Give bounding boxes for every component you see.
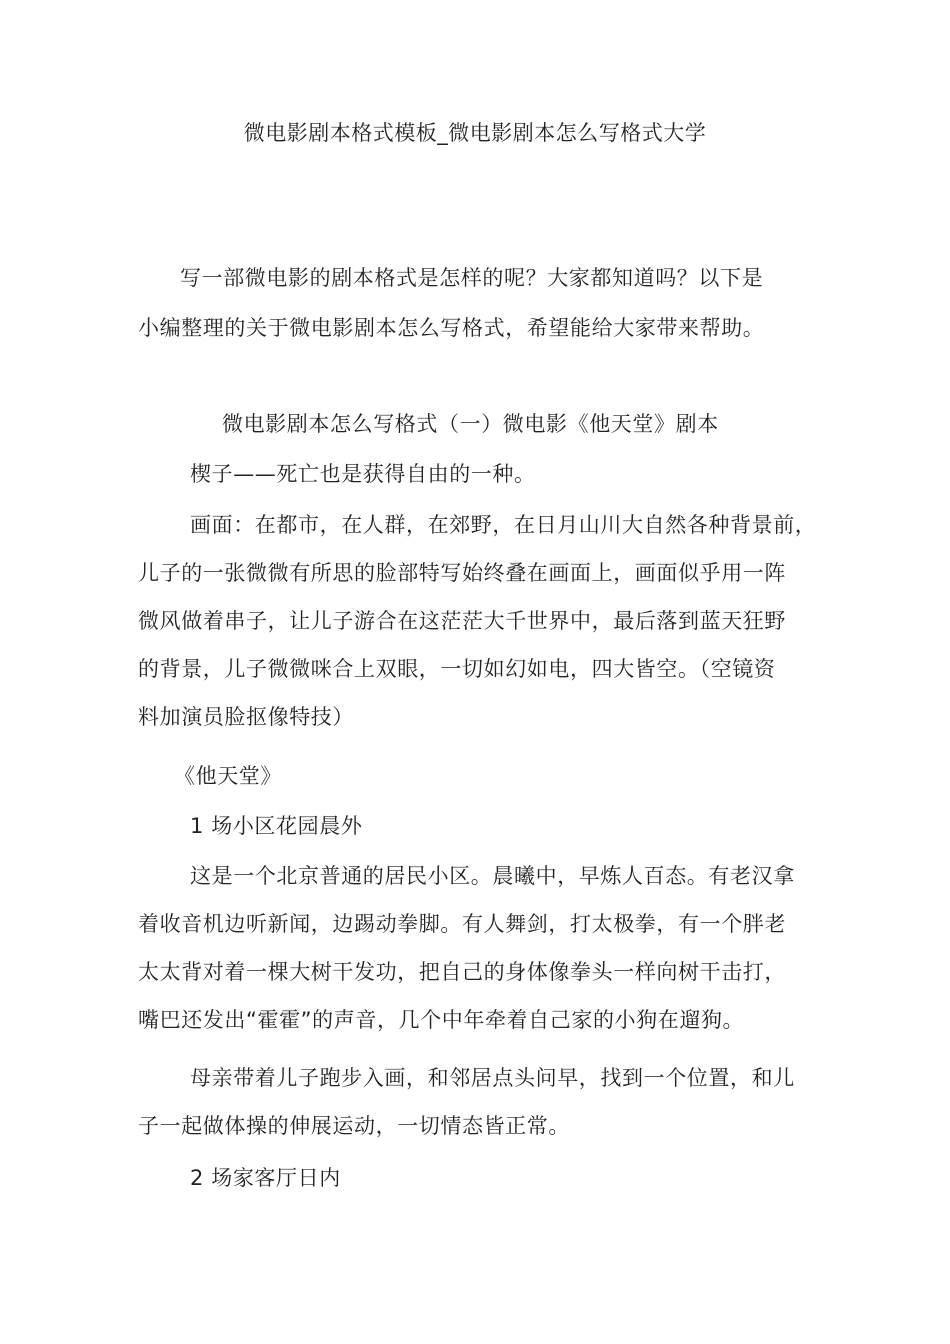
scene-description-line: 微风做着串子，让儿子游合在这茫茫大千世界中，最后落到蓝天狂野 xyxy=(138,609,786,633)
scene-description-line: 儿子的一张微微有所思的脸部特写始终叠在画面上，画面似乎用一阵 xyxy=(138,561,786,585)
scene1-paragraph-line: 嘴巴还发出“霍霍”的声音，几个中年牵着自己家的小狗在遛狗。 xyxy=(138,1008,745,1032)
scene1-paragraph-line: 着收音机边听新闻，边踢动拳脚。有人舞剑，打太极拳，有一个胖老 xyxy=(138,912,786,936)
intro-line-2: 小编整理的关于微电影剧本怎么写格式，希望能给大家带来帮助。 xyxy=(138,316,765,340)
scene1-paragraph-line: 这是一个北京普通的居民小区。晨曦中，早炼人百态。有老汉拿 xyxy=(190,864,795,888)
scene1-paragraph-line: 太太背对着一棵大树干发功，把自己的身体像拳头一样向树干击打， xyxy=(138,960,786,984)
scene1-paragraph-line: 母亲带着儿子跑步入画，和邻居点头问早，找到一个位置，和儿 xyxy=(190,1066,795,1090)
scene2-heading: 2 场家客厅日内 xyxy=(190,1166,341,1190)
scene-description-line: 料加演员脸抠像特技） xyxy=(138,705,354,729)
scene1-heading: 1 场小区花园晨外 xyxy=(190,814,363,838)
scene-description-line: 的背景，儿子微微咪合上双眼，一切如幻如电，四大皆空。（空镜资 xyxy=(138,657,776,681)
script-title: 《他天堂》 xyxy=(174,764,282,788)
intro-line-1: 写一部微电影的剧本格式是怎样的呢？大家都知道吗？以下是 xyxy=(180,266,764,290)
scene1-paragraph-line: 子一起做体操的伸展运动，一切情态皆正常。 xyxy=(138,1114,570,1138)
prologue-line: 楔子——死亡也是获得自由的一种。 xyxy=(190,462,536,486)
scene-description xyxy=(138,501,828,741)
section-heading: 微电影剧本怎么写格式（一）微电影《他天堂》剧本 xyxy=(222,412,719,436)
document-title: 微电影剧本格式模板_微电影剧本怎么写格式大学 xyxy=(243,121,707,145)
scene-description-line: 画面：在都市，在人群，在郊野，在日月山川大自然各种背景前， xyxy=(190,513,817,537)
scene1-paragraph-2 xyxy=(138,1054,828,1150)
scene1-paragraph-1 xyxy=(138,852,828,1044)
